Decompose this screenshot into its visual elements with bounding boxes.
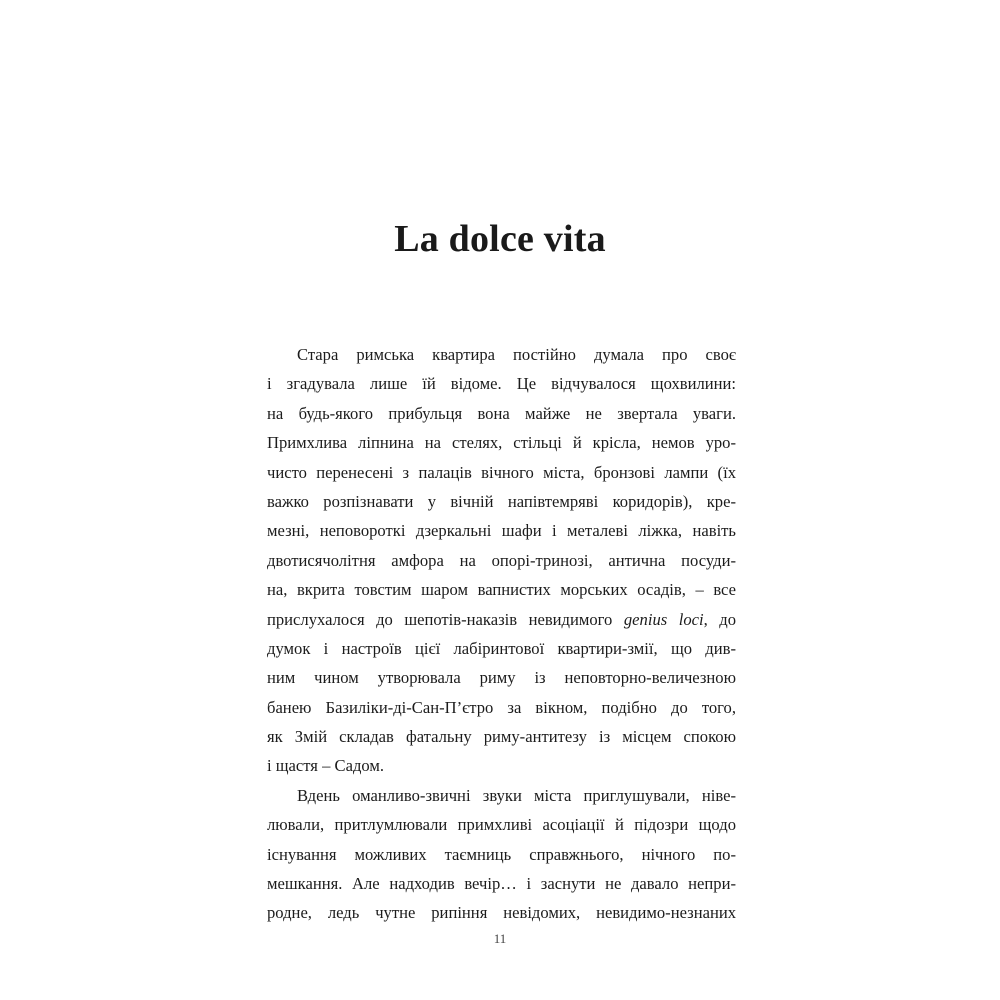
- text-line: мезні, неповороткі дзеркальні шафи і металеві ліжка, навіть: [267, 521, 736, 541]
- chapter-title: La dolce vita: [394, 218, 606, 261]
- text-line: як Змій складав фатальну риму-антитезу із місцем спокою: [267, 727, 736, 747]
- text-line: думок і настроїв цієї лабіринтової квартири-змії, що див-: [267, 638, 736, 658]
- italic-term: genius loci: [623, 609, 704, 629]
- text-line: мешкання. Але надходив вечір… і заснути не давало непри-: [267, 874, 736, 894]
- text-line: родне, ледь чутне рипіння невідомих, невидимо-незнаних: [267, 903, 736, 923]
- text-line: чисто перенесені з палаців вічного міста, бронзові лампи (їх: [267, 462, 736, 482]
- text-line: Примхлива ліпнина на стелях, стільці й крісла, немов уро-: [267, 433, 736, 453]
- body-text: [267, 340, 736, 928]
- text-line: і щастя – Садом.: [267, 756, 385, 776]
- text-line: існування можливих таємниць справжнього, нічного по-: [267, 844, 736, 864]
- text-line: двотисячолітня амфора на опорі-тринозі, антична посуди-: [267, 550, 736, 570]
- text-segment: , до: [703, 609, 736, 629]
- text-segment: прислухалося до шепотів-наказів невидимого: [267, 609, 624, 629]
- text-line: і згадувала лише їй відоме. Це відчувалося щохвилини:: [267, 374, 736, 394]
- text-line: на, вкрита товстим шаром вапнистих морських осадів, – все: [267, 580, 736, 600]
- text-line: важко розпізнавати у вічній напівтемряві коридорів), кре-: [267, 491, 736, 511]
- text-line: [267, 605, 736, 634]
- text-line: банею Базиліки-ді-Сан-П’єтро за вікном, подібно до того,: [267, 697, 736, 717]
- text-line: ним чином утворювала риму із неповторно-величезною: [267, 668, 736, 688]
- text-line: Стара римська квартира постійно думала про своє: [297, 345, 736, 364]
- page-number: 11: [493, 931, 507, 946]
- text-line: лювали, притлумлювали примхливі асоціації й підозри щодо: [267, 815, 736, 835]
- text-line: Вдень оманливо-звичні звуки міста приглушували, ніве-: [297, 785, 736, 805]
- text-line: на будь-якого прибульця вона майже не звертала уваги.: [267, 403, 736, 423]
